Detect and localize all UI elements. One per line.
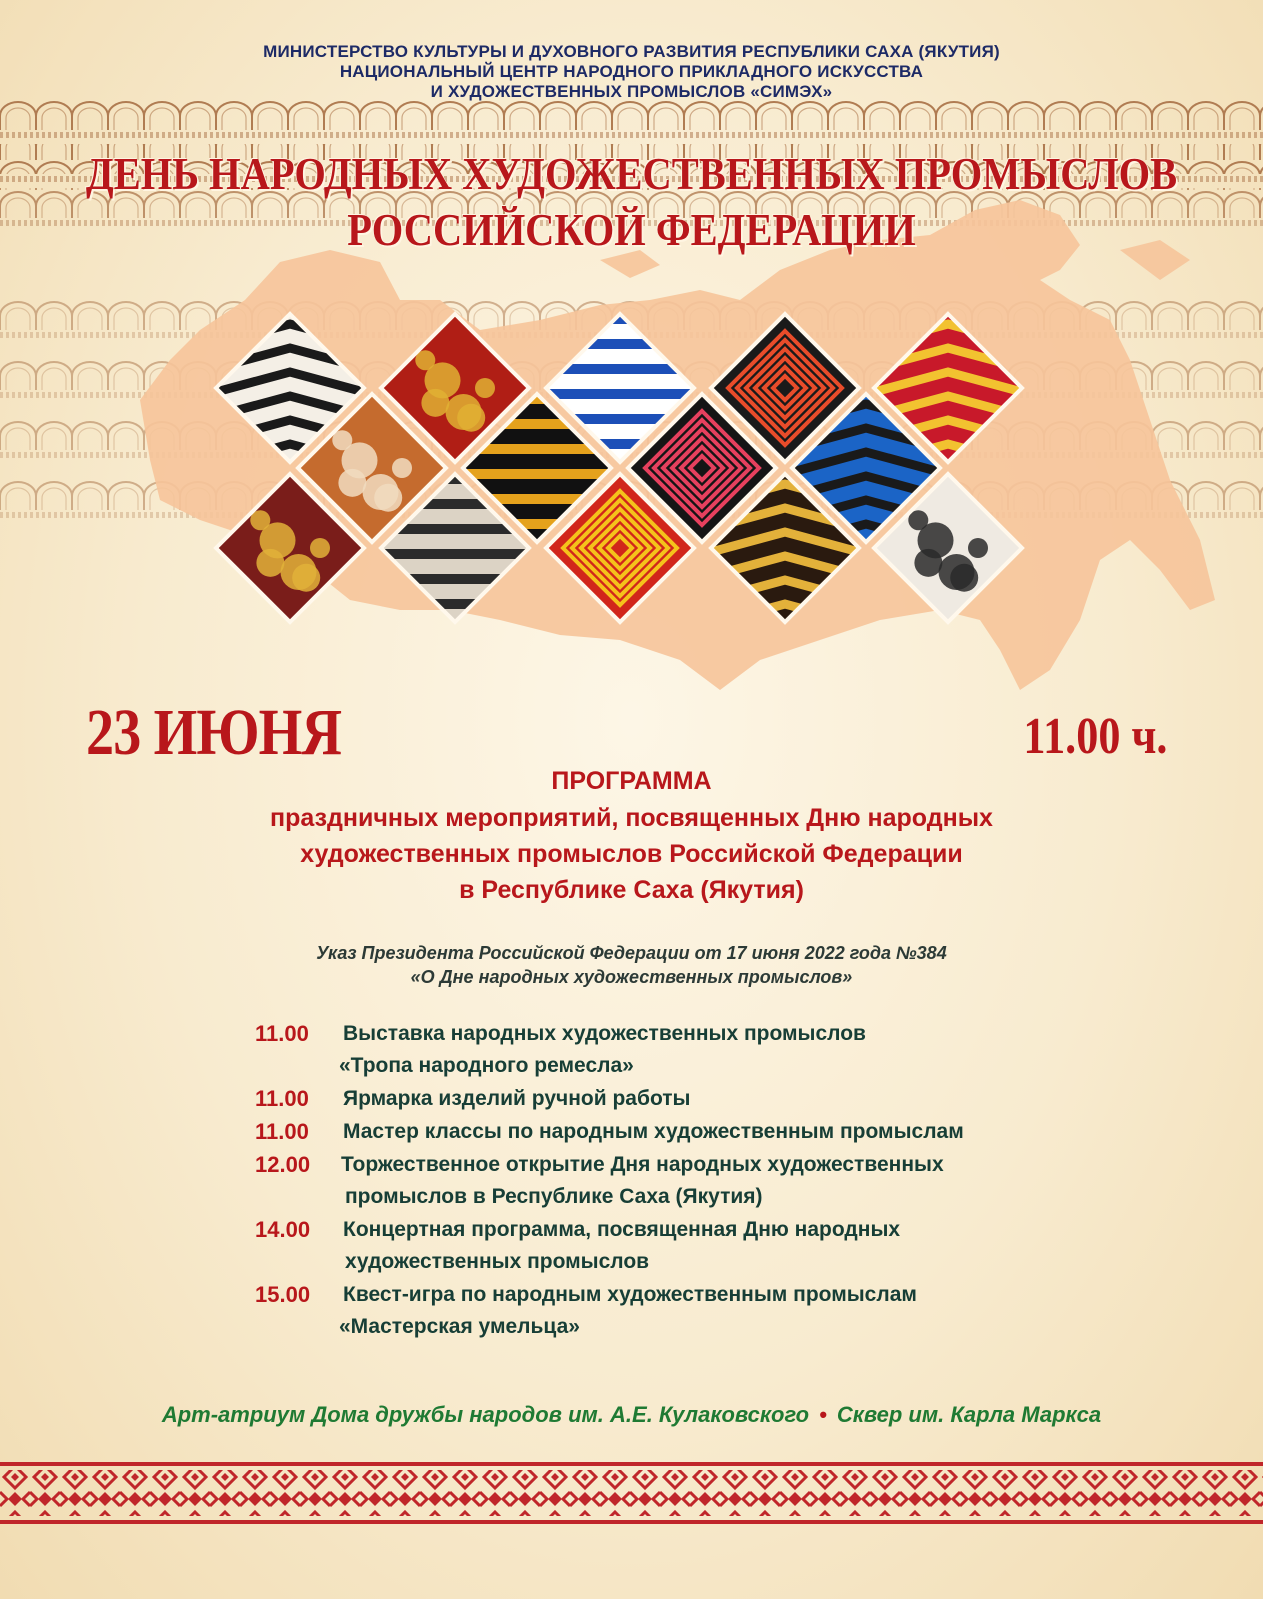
- event-time: 11.00 ч.: [1022, 708, 1167, 765]
- schedule-item: [255, 1018, 1155, 1082]
- main-title-line-1: ДЕНЬ НАРОДНЫХ ХУДОЖЕСТВЕННЫХ ПРОМЫСЛОВ: [85, 148, 1178, 199]
- ministry-line-3: И ХУДОЖЕСТВЕННЫХ ПРОМЫСЛОВ «СИМЭХ»: [430, 82, 833, 101]
- schedule-time: 11.00: [255, 1119, 309, 1144]
- ministry-line-2: НАЦИОНАЛЬНЫЙ ЦЕНТР НАРОДНОГО ПРИКЛАДНОГО ИСКУССТВА: [339, 62, 924, 81]
- schedule-time: 15.00: [255, 1282, 311, 1307]
- schedule-time: 14.00: [255, 1217, 311, 1242]
- schedule-item: [255, 1149, 1155, 1213]
- schedule-text: Ярмарка изделий ручной работы: [343, 1087, 691, 1110]
- program-subtitle-line-1: праздничных мероприятий, посвященных Дню народных: [270, 804, 993, 832]
- schedule-list: [255, 1018, 1155, 1344]
- decree-line-2: «О Дне народных художественных промыслов»: [410, 967, 853, 987]
- main-title: [76, 146, 1187, 258]
- schedule-text-cont: «Тропа народного ремесла»: [339, 1054, 634, 1077]
- venue-place-2: Сквер им. Карла Маркса: [836, 1402, 1102, 1427]
- venue-separator: •: [819, 1402, 827, 1427]
- schedule-text-cont: «Мастерская умельца»: [339, 1315, 580, 1338]
- schedule-time: 11.00: [255, 1086, 309, 1111]
- schedule-text-cont: художественных промыслов: [345, 1250, 650, 1273]
- main-title-line-2: РОССИЙСКОЙ ФЕДЕРАЦИИ: [347, 204, 916, 255]
- program-subtitle: [0, 800, 1263, 908]
- schedule-text: Торжественное открытие Дня народных художественных: [341, 1153, 944, 1176]
- program-subtitle-line-3: в Республике Саха (Якутия): [459, 876, 804, 904]
- schedule-time: 12.00: [255, 1152, 311, 1177]
- schedule-text: Выставка народных художественных промыслов: [343, 1022, 866, 1045]
- decree-reference: [0, 941, 1263, 989]
- schedule-text-cont: промыслов в Республике Саха (Якутия): [345, 1185, 763, 1208]
- schedule-text: Мастер классы по народным художественным промыслам: [343, 1120, 964, 1143]
- schedule-item: [255, 1279, 1155, 1343]
- schedule-item: [255, 1083, 1155, 1115]
- decree-line-1: Указ Президента Российской Федерации от 17 июня 2022 года №384: [316, 943, 947, 963]
- venue-place-1: Арт-атриум Дома дружбы народов им. А.Е. Кулаковского: [161, 1402, 810, 1427]
- venue-line: [0, 1400, 1263, 1430]
- program-subtitle-line-2: художественных промыслов Российской Федерации: [300, 840, 963, 868]
- schedule-text: Концертная программа, посвященная Дню народных: [343, 1218, 901, 1241]
- schedule-item: [255, 1214, 1155, 1278]
- program-heading: ПРОГРАММА: [551, 767, 712, 795]
- craft-tiles-mosaic: [0, 0, 1263, 720]
- ministry-line-1: МИНИСТЕРСТВО КУЛЬТУРЫ И ДУХОВНОГО РАЗВИТИЯ РЕСПУБЛИКИ САХА (ЯКУТИЯ): [263, 42, 1000, 61]
- bottom-ornament-band: [0, 1462, 1263, 1524]
- schedule-time: 11.00: [255, 1021, 309, 1046]
- schedule-text: Квест-игра по народным художественным промыслам: [343, 1283, 917, 1306]
- schedule-item: [255, 1116, 1155, 1148]
- event-date: 23 ИЮНЯ: [86, 696, 342, 769]
- ministry-header: [0, 42, 1263, 102]
